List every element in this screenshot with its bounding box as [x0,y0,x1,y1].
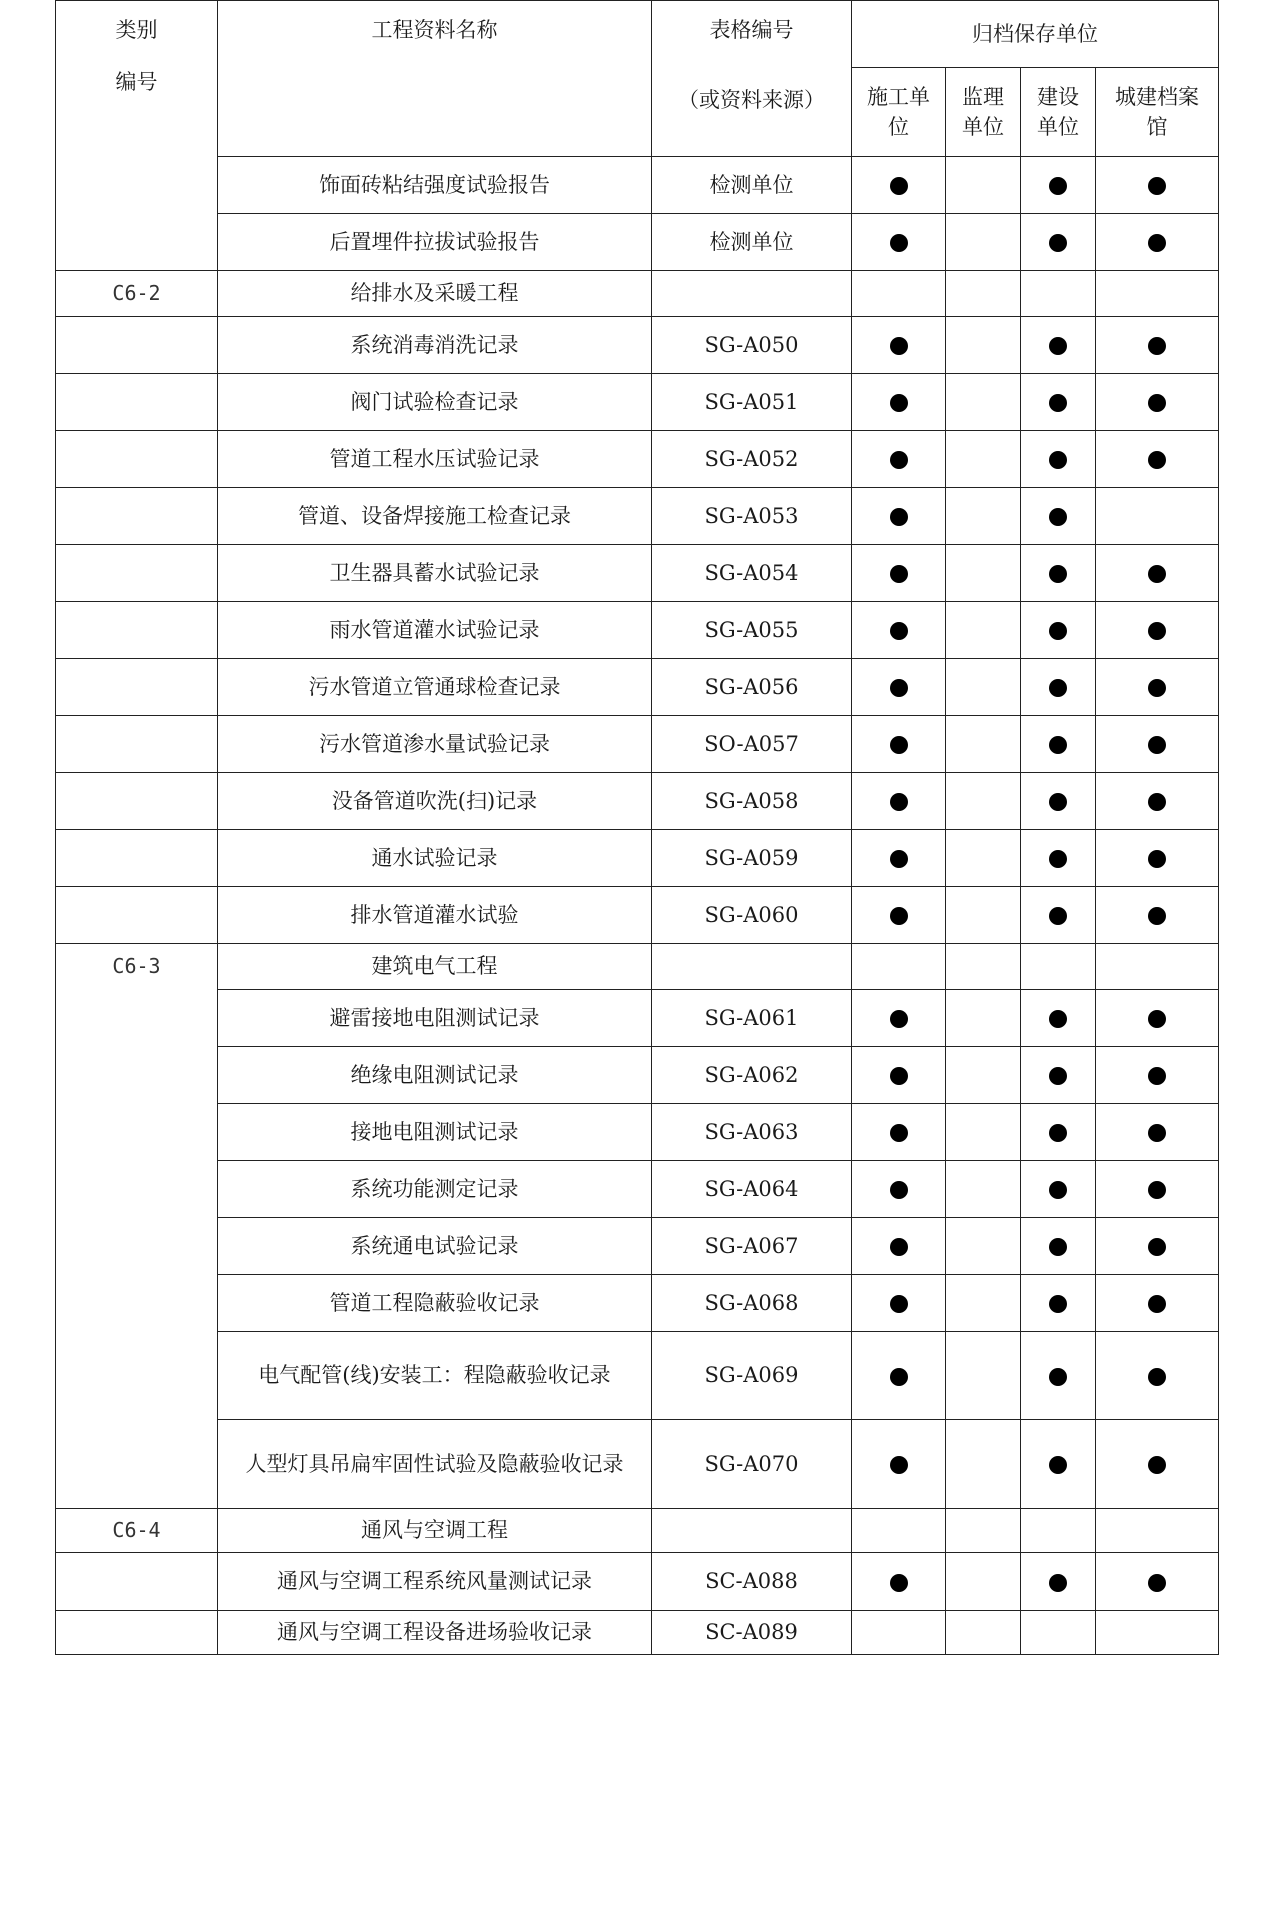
supervision-archive-cell [946,602,1021,659]
header-form-no-label: 表格编号 [709,18,794,42]
filled-circle-icon [1049,234,1067,252]
owner-archive-cell [1021,157,1096,214]
category-cell [56,1553,218,1611]
category-cell [56,1332,218,1420]
table-row [56,157,1219,214]
filled-circle-icon [1049,394,1067,412]
category-cell [56,1104,218,1161]
archive-record-table [55,0,1219,1655]
filled-circle-icon [1049,1456,1067,1474]
table-row [56,1218,1219,1275]
form-number: 检测单位 [652,214,852,271]
filled-circle-icon [1049,622,1067,640]
filled-circle-icon [890,1067,908,1085]
filled-circle-icon [890,736,908,754]
supervision-archive-cell [946,374,1021,431]
filled-circle-icon [1049,565,1067,583]
filled-circle-icon [890,508,908,526]
supervision-archive-cell [946,716,1021,773]
supervision-archive-cell [946,1420,1021,1509]
record-name: 系统消毒消洗记录 [218,317,652,374]
owner-archive-cell [1021,887,1096,944]
filled-circle-icon [1148,1456,1166,1474]
category-cell [56,990,218,1047]
owner-archive-cell [1021,1509,1096,1553]
archive-archive-cell [1096,1332,1219,1420]
record-name: 绝缘电阻测试记录 [218,1047,652,1104]
owner-archive-cell [1021,944,1096,990]
table-row [56,374,1219,431]
record-name: 没备管道吹洗(扫)记录 [218,773,652,830]
table-row [56,1104,1219,1161]
record-name: 接地电阻测试记录 [218,1104,652,1161]
archive-archive-cell [1096,830,1219,887]
filled-circle-icon [1148,565,1166,583]
record-name: 通风与空调工程系统风量测试记录 [218,1553,652,1611]
construction-archive-cell [852,1420,946,1509]
filled-circle-icon [890,793,908,811]
form-number [652,1509,852,1553]
filled-circle-icon [1148,679,1166,697]
filled-circle-icon [1148,793,1166,811]
construction-archive-cell [852,659,946,716]
supervision-archive-cell [946,659,1021,716]
header-number-label: 编号 [115,70,158,95]
record-name: 污水管道立管通球检查记录 [218,659,652,716]
header-owner-label: 建设单位 [1037,84,1079,139]
category-cell: C6-2 [56,271,218,317]
archive-archive-cell [1096,887,1219,944]
owner-archive-cell [1021,659,1096,716]
archive-archive-cell [1096,1420,1219,1509]
supervision-archive-cell [946,773,1021,830]
header-category-label: 类别 [115,18,158,42]
filled-circle-icon [1049,1067,1067,1085]
archive-archive-cell [1096,1553,1219,1611]
construction-archive-cell [852,157,946,214]
category-cell [56,830,218,887]
record-name: 管道、设备焊接施工检查记录 [218,488,652,545]
filled-circle-icon [890,337,908,355]
form-number: SG-A070 [652,1420,852,1509]
owner-archive-cell [1021,317,1096,374]
table-row [56,1047,1219,1104]
filled-circle-icon [1148,1238,1166,1256]
table-row [56,1420,1219,1509]
construction-archive-cell [852,317,946,374]
owner-archive-cell [1021,1611,1096,1655]
record-name: 卫生器具蓄水试验记录 [218,545,652,602]
archive-archive-cell [1096,488,1219,545]
table-row [56,1611,1219,1655]
construction-archive-cell [852,887,946,944]
supervision-archive-cell [946,1509,1021,1553]
filled-circle-icon [1049,1181,1067,1199]
filled-circle-icon [1049,508,1067,526]
construction-archive-cell [852,431,946,488]
category-cell [56,317,218,374]
category-cell: C6-3 [56,944,218,990]
construction-archive-cell [852,545,946,602]
filled-circle-icon [1148,907,1166,925]
supervision-archive-cell [946,1104,1021,1161]
table-row [56,214,1219,271]
filled-circle-icon [890,1368,908,1386]
filled-circle-icon [1148,337,1166,355]
record-name: 系统功能测定记录 [218,1161,652,1218]
form-number: SG-A067 [652,1218,852,1275]
table-row [56,659,1219,716]
form-number [652,271,852,317]
filled-circle-icon [890,1181,908,1199]
owner-archive-cell [1021,488,1096,545]
table-row [56,317,1219,374]
table-row [56,602,1219,659]
archive-archive-cell [1096,1161,1219,1218]
filled-circle-icon [1148,1181,1166,1199]
construction-archive-cell [852,1509,946,1553]
category-cell [56,716,218,773]
table-row [56,830,1219,887]
form-number: SC-A089 [652,1611,852,1655]
filled-circle-icon [890,394,908,412]
filled-circle-icon [1148,1368,1166,1386]
record-name: 阀门试验检查记录 [218,374,652,431]
construction-archive-cell [852,214,946,271]
supervision-archive-cell [946,157,1021,214]
form-number: SG-A055 [652,602,852,659]
supervision-archive-cell [946,1218,1021,1275]
filled-circle-icon [1049,1368,1067,1386]
header-form-source-label: （或资料来源） [678,88,825,113]
form-number: SG-A062 [652,1047,852,1104]
form-number: SG-A068 [652,1275,852,1332]
archive-archive-cell [1096,374,1219,431]
construction-archive-cell [852,1553,946,1611]
table-row [56,773,1219,830]
filled-circle-icon [1148,177,1166,195]
filled-circle-icon [890,850,908,868]
owner-archive-cell [1021,1104,1096,1161]
supervision-archive-cell [946,1275,1021,1332]
form-number: SC-A088 [652,1553,852,1611]
filled-circle-icon [1049,1124,1067,1142]
supervision-archive-cell [946,214,1021,271]
header-name-cell [218,1,652,157]
owner-archive-cell [1021,214,1096,271]
construction-archive-cell [852,488,946,545]
supervision-archive-cell [946,1047,1021,1104]
construction-archive-cell [852,1611,946,1655]
filled-circle-icon [1148,1295,1166,1313]
form-number: SG-A051 [652,374,852,431]
filled-circle-icon [1049,907,1067,925]
filled-circle-icon [1148,1574,1166,1592]
form-number: SG-A054 [652,545,852,602]
header-construction-cell [852,68,946,157]
section-header-row [56,271,1219,317]
filled-circle-icon [890,177,908,195]
owner-archive-cell [1021,374,1096,431]
filled-circle-icon [890,1010,908,1028]
form-number: SG-A058 [652,773,852,830]
table-row [56,1161,1219,1218]
owner-archive-cell [1021,716,1096,773]
table-row [56,488,1219,545]
filled-circle-icon [890,622,908,640]
archive-archive-cell [1096,157,1219,214]
owner-archive-cell [1021,602,1096,659]
archive-archive-cell [1096,990,1219,1047]
construction-archive-cell [852,602,946,659]
form-number: 检测单位 [652,157,852,214]
category-cell [56,488,218,545]
form-number: SG-A063 [652,1104,852,1161]
owner-archive-cell [1021,1161,1096,1218]
category-cell [56,773,218,830]
category-cell [56,1161,218,1218]
table-row [56,431,1219,488]
filled-circle-icon [1148,850,1166,868]
construction-archive-cell [852,990,946,1047]
owner-archive-cell [1021,271,1096,317]
header-city-archive-label: 城建档案馆 [1115,84,1199,139]
archive-archive-cell [1096,271,1219,317]
filled-circle-icon [1049,337,1067,355]
construction-archive-cell [852,1104,946,1161]
construction-archive-cell [852,1332,946,1420]
form-number: SG-A060 [652,887,852,944]
owner-archive-cell [1021,773,1096,830]
filled-circle-icon [890,1574,908,1592]
filled-circle-icon [1049,1238,1067,1256]
archive-archive-cell [1096,1218,1219,1275]
supervision-archive-cell [946,830,1021,887]
archive-archive-cell [1096,602,1219,659]
filled-circle-icon [890,1295,908,1313]
filled-circle-icon [1148,1124,1166,1142]
archive-archive-cell [1096,1509,1219,1553]
header-owner-cell [1021,68,1096,157]
category-cell [56,1047,218,1104]
construction-archive-cell [852,830,946,887]
form-number: SG-A056 [652,659,852,716]
owner-archive-cell [1021,431,1096,488]
archive-archive-cell [1096,716,1219,773]
table-body [56,1,1219,1655]
archive-archive-cell [1096,431,1219,488]
supervision-archive-cell [946,944,1021,990]
record-name: 通风与空调工程 [218,1509,652,1553]
category-cell [56,545,218,602]
table-row [56,1553,1219,1611]
owner-archive-cell [1021,830,1096,887]
construction-archive-cell [852,773,946,830]
owner-archive-cell [1021,1047,1096,1104]
filled-circle-icon [890,234,908,252]
category-cell [56,374,218,431]
filled-circle-icon [1049,850,1067,868]
record-name: 通水试验记录 [218,830,652,887]
record-name: 饰面砖粘结强度试验报告 [218,157,652,214]
construction-archive-cell [852,374,946,431]
section-header-row [56,944,1219,990]
filled-circle-icon [1049,1010,1067,1028]
record-name: 避雷接地电阻测试记录 [218,990,652,1047]
filled-circle-icon [890,679,908,697]
owner-archive-cell [1021,990,1096,1047]
supervision-archive-cell [946,887,1021,944]
form-number: SG-A061 [652,990,852,1047]
table-row [56,716,1219,773]
archive-archive-cell [1096,317,1219,374]
record-name: 管道工程隐蔽验收记录 [218,1275,652,1332]
record-name: 管道工程水压试验记录 [218,431,652,488]
supervision-archive-cell [946,1611,1021,1655]
header-supervision-label: 监理单位 [962,84,1004,139]
filled-circle-icon [1049,451,1067,469]
record-name: 后置埋件拉拔试验报告 [218,214,652,271]
filled-circle-icon [1148,394,1166,412]
filled-circle-icon [890,451,908,469]
table-row [56,1332,1219,1420]
archive-archive-cell [1096,944,1219,990]
header-form-no-cell [652,1,852,157]
table-row [56,990,1219,1047]
form-number: SG-A053 [652,488,852,545]
filled-circle-icon [1148,622,1166,640]
section-header-row [56,1509,1219,1553]
table-row [56,887,1219,944]
supervision-archive-cell [946,1161,1021,1218]
owner-archive-cell [1021,1275,1096,1332]
category-cell [56,887,218,944]
filled-circle-icon [1148,1010,1166,1028]
record-name: 雨水管道灌水试验记录 [218,602,652,659]
archive-archive-cell [1096,545,1219,602]
construction-archive-cell [852,1218,946,1275]
form-number: SG-A064 [652,1161,852,1218]
filled-circle-icon [890,1124,908,1142]
construction-archive-cell [852,1161,946,1218]
construction-archive-cell [852,1047,946,1104]
supervision-archive-cell [946,545,1021,602]
record-name: 人型灯具吊扁牢固性试验及隐蔽验收记录 [218,1420,652,1509]
category-cell [56,659,218,716]
category-cell [56,602,218,659]
header-supervision-cell [946,68,1021,157]
header-archive-group-label: 归档保存单位 [972,21,1098,46]
archive-archive-cell [1096,1104,1219,1161]
owner-archive-cell [1021,1420,1096,1509]
construction-archive-cell [852,716,946,773]
table-row [56,545,1219,602]
supervision-archive-cell [946,1553,1021,1611]
filled-circle-icon [1049,1574,1067,1592]
category-cell [56,1218,218,1275]
construction-archive-cell [852,1275,946,1332]
filled-circle-icon [890,907,908,925]
form-number: SG-A050 [652,317,852,374]
filled-circle-icon [890,565,908,583]
filled-circle-icon [1049,679,1067,697]
record-name: 污水管道渗水量试验记录 [218,716,652,773]
archive-archive-cell [1096,1611,1219,1655]
header-name-label: 工程资料名称 [371,18,498,42]
record-name: 建筑电气工程 [218,944,652,990]
filled-circle-icon [890,1238,908,1256]
filled-circle-icon [1049,177,1067,195]
record-name: 电气配管(线)安装工：程隐蔽验收记录 [218,1332,652,1420]
record-name: 系统通电试验记录 [218,1218,652,1275]
supervision-archive-cell [946,1332,1021,1420]
construction-archive-cell [852,271,946,317]
record-name: 通风与空调工程设备进场验收记录 [218,1611,652,1655]
owner-archive-cell [1021,545,1096,602]
filled-circle-icon [1049,793,1067,811]
category-cell: C6-4 [56,1509,218,1553]
filled-circle-icon [1148,451,1166,469]
archive-archive-cell [1096,773,1219,830]
filled-circle-icon [890,1456,908,1474]
header-archive-group-cell [852,1,1219,68]
archive-archive-cell [1096,1275,1219,1332]
record-name: 排水管道灌水试验 [218,887,652,944]
supervision-archive-cell [946,990,1021,1047]
archive-archive-cell [1096,214,1219,271]
filled-circle-icon [1148,1067,1166,1085]
category-cell [56,1420,218,1509]
construction-archive-cell [852,944,946,990]
category-cell [56,1275,218,1332]
filled-circle-icon [1148,234,1166,252]
form-number [652,944,852,990]
owner-archive-cell [1021,1553,1096,1611]
form-number: SG-A052 [652,431,852,488]
table-row [56,1275,1219,1332]
archive-archive-cell [1096,659,1219,716]
form-number: SG-A069 [652,1332,852,1420]
category-cell [56,431,218,488]
filled-circle-icon [1148,736,1166,754]
form-number: SG-A059 [652,830,852,887]
supervision-archive-cell [946,317,1021,374]
archive-archive-cell [1096,1047,1219,1104]
header-construction-label: 施工单位 [867,84,930,139]
filled-circle-icon [1049,1295,1067,1313]
filled-circle-icon [1049,736,1067,754]
header-city-archive-cell [1096,68,1219,157]
owner-archive-cell [1021,1332,1096,1420]
owner-archive-cell [1021,1218,1096,1275]
supervision-archive-cell [946,431,1021,488]
supervision-archive-cell [946,271,1021,317]
supervision-archive-cell [946,488,1021,545]
form-number: SO-A057 [652,716,852,773]
record-name: 给排水及采暖工程 [218,271,652,317]
header-category-cell [56,1,218,271]
category-cell [56,1611,218,1655]
header-row-top [56,1,1219,68]
